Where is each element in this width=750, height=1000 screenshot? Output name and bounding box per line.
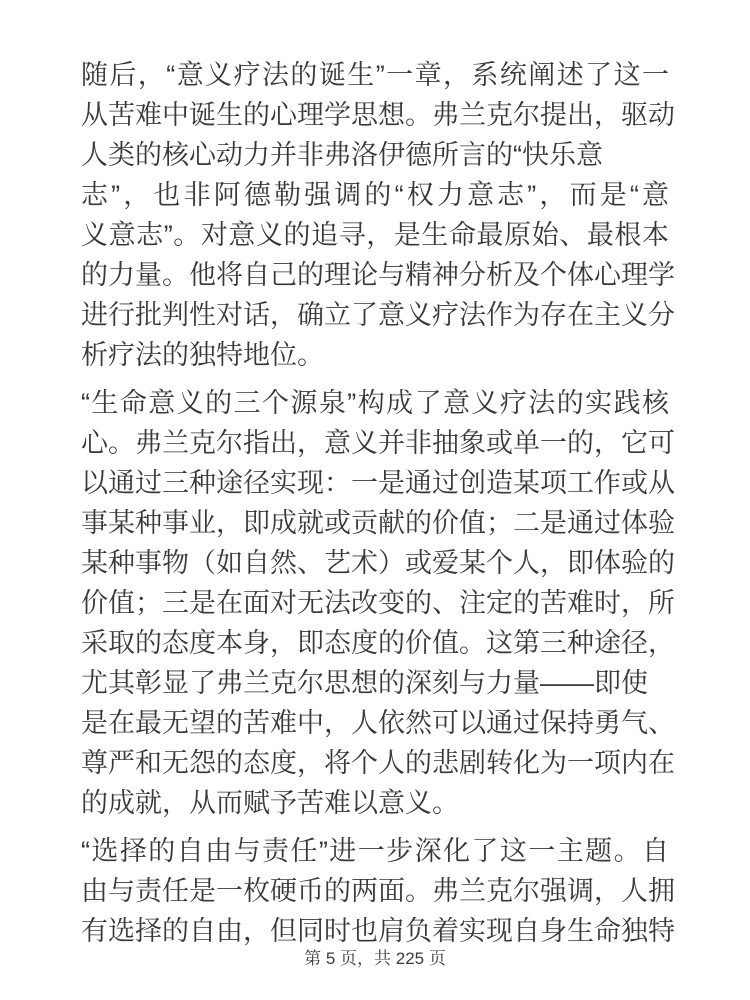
text-line: 析疗法的独特地位。 <box>81 340 324 370</box>
text-line: “生命意义的三个源泉”构成了意义疗法的实践核 <box>81 388 669 418</box>
text-line: 志”，也非阿德勒强调的“权力意志”，而是“意 <box>81 180 669 210</box>
text-line: 采取的态度本身，即态度的价值。这第三种途径， <box>81 628 675 658</box>
text-line: 某种事物（如自然、艺术）或爱某个人，即体验的 <box>81 548 675 578</box>
text-line: 事某种事业，即成就或贡献的价值；二是通过体验 <box>81 508 675 538</box>
text-line: 是在最无望的苦难中，人依然可以通过保持勇气、 <box>81 708 675 738</box>
text-line: 随后，“意义疗法的诞生”一章，系统阐述了这一 <box>81 60 669 90</box>
text-line: 以通过三种途径实现：一是通过创造某项工作或从 <box>81 468 675 498</box>
text-line: “选择的自由与责任”进一步深化了这一主题。自 <box>81 836 669 866</box>
text-line: 从苦难中诞生的心理学思想。弗兰克尔提出，驱动 <box>81 100 675 130</box>
text-line: 的力量。他将自己的理论与精神分析及个体心理学 <box>81 260 675 290</box>
text-line: 义意志”。对意义的追寻，是生命最原始、最根本 <box>81 220 669 250</box>
text-line: 进行批判性对话，确立了意义疗法作为存在主义分 <box>81 300 675 330</box>
text-line: 的成就，从而赋予苦难以意义。 <box>81 788 459 818</box>
text-line: 心。弗兰克尔指出，意义并非抽象或单一的，它可 <box>81 428 675 458</box>
text-line: 人类的核心动力并非弗洛伊德所言的“快乐意 <box>81 140 603 170</box>
paragraph <box>81 383 675 823</box>
paragraph <box>81 55 675 375</box>
text-line: 由与责任是一枚硬币的两面。弗兰克尔强调，人拥 <box>81 876 675 906</box>
text-line: 尤其彰显了弗兰克尔思想的深刻与力量——即使 <box>81 668 648 698</box>
text-line: 价值；三是在面对无法改变的、注定的苦难时，所 <box>81 588 675 618</box>
paragraph <box>81 831 675 951</box>
text-line: 有选择的自由，但同时也肩负着实现自身生命独特 <box>81 916 675 946</box>
page-number-footer: 第 5 页，共 225 页 <box>304 949 446 968</box>
text-line: 尊严和无怨的态度，将个人的悲剧转化为一项内在 <box>81 748 675 778</box>
page-text <box>81 55 675 959</box>
